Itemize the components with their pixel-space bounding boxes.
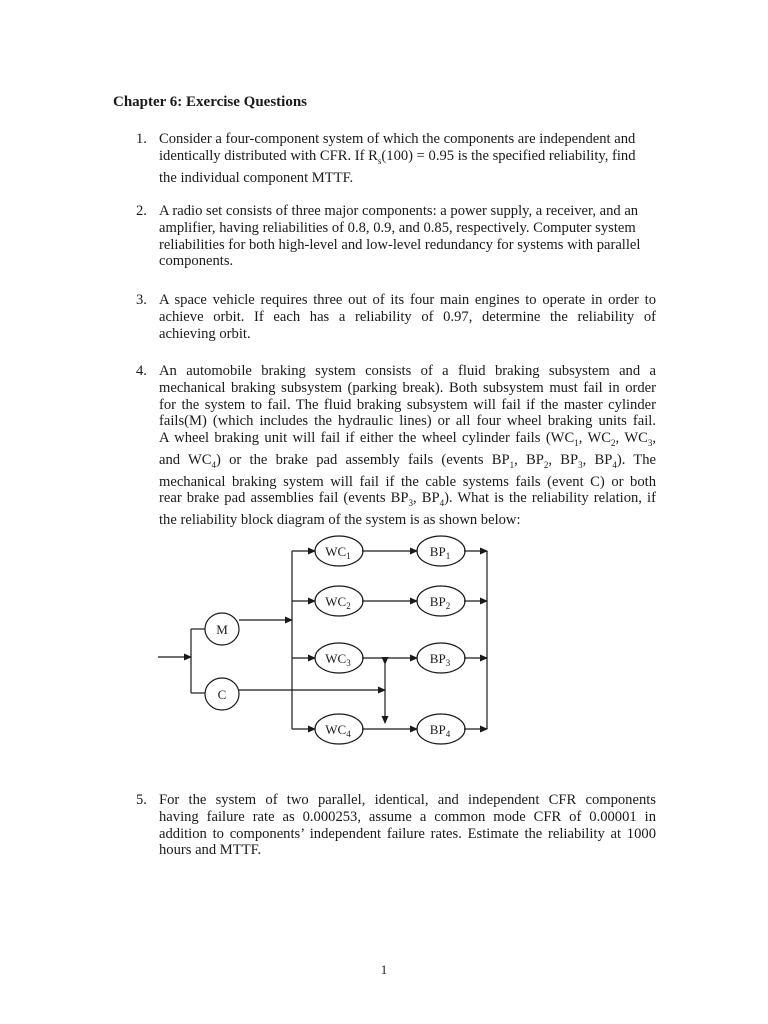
text-line: rear brake pad assemblies fail (events $BP_3$, $BP_4$). What is the reliability relation, if bbox=[159, 490, 656, 509]
text-line: A radio set consists of three major components: a power supply, a receiver, and an bbox=[159, 203, 639, 219]
node-wc1-label: $WC_1$ bbox=[325, 544, 351, 561]
page-number: 1 bbox=[380, 962, 388, 977]
text-line: A wheel braking unit will fail if either the wheel cylinder fails ($WC_1$, $WC_2$, $WC_3$, bbox=[159, 430, 657, 449]
text-line: having failure rate as 0.000253, assume a common mode CFR of 0.00001 in bbox=[159, 808, 656, 825]
node-wc4-label: $WC_4$ bbox=[325, 722, 351, 739]
text-line: identically distributed with CFR. If $R_s(100) = 0.95$ is the specified reliability, find bbox=[159, 147, 636, 166]
question-text bbox=[159, 203, 656, 270]
node-bp2-label: $BP_2$ bbox=[429, 594, 451, 611]
text-line: components. bbox=[159, 253, 234, 270]
question-text bbox=[159, 292, 656, 342]
question-4 bbox=[136, 363, 656, 529]
text-line: mechanical braking subsystem (parking break). Both subsystem must fail in order bbox=[159, 379, 656, 396]
text-line: For the system of two parallel, identical, and independent CFR components bbox=[159, 792, 656, 808]
question-text bbox=[159, 131, 656, 186]
question-number: 2. bbox=[136, 203, 147, 219]
text-line: and $WC_4$) or the brake pad assembly fails (events $BP_1$, $BP_2$, $BP_3$, $BP_4$). The bbox=[159, 451, 656, 470]
question-3 bbox=[136, 292, 656, 342]
question-text bbox=[159, 792, 656, 859]
text-line: reliabilities for both high-level and low-level redundancy for systems with parallel bbox=[159, 236, 641, 253]
text-line: achieve orbit. If each has a reliability of 0.97, determine the reliability of bbox=[159, 308, 656, 325]
node-bp3-label: $BP_3$ bbox=[429, 651, 451, 668]
node-bp4-label: $BP_4$ bbox=[429, 722, 451, 739]
question-number: 3. bbox=[136, 292, 147, 308]
text-line: mechanical braking system will fail if the cable systems fails (event C) or both bbox=[159, 473, 656, 490]
question-5 bbox=[136, 792, 656, 859]
node-wc3-label: $WC_3$ bbox=[325, 651, 351, 668]
question-number: 1. bbox=[136, 131, 147, 147]
node-c-label: C bbox=[217, 687, 227, 702]
diagram-labels bbox=[216, 544, 450, 739]
node-bp1-label: $BP_1$ bbox=[429, 544, 451, 561]
text-line: hours and MTTF. bbox=[159, 842, 262, 859]
page-title: Chapter 6: Exercise Questions bbox=[113, 94, 308, 110]
text-line: the individual component MTTF. bbox=[159, 169, 354, 186]
text-line: fails(M) (which includes the hydraulic lines) or all four wheel braking units fail. bbox=[159, 413, 656, 430]
text-line: the reliability block diagram of the system is as shown below: bbox=[159, 512, 521, 529]
node-wc2-label: $WC_2$ bbox=[325, 594, 351, 611]
question-number: 4. bbox=[136, 363, 147, 379]
question-text bbox=[159, 363, 656, 529]
question-number: 5. bbox=[136, 792, 147, 808]
text-line: A space vehicle requires three out of its four main engines to operate in order to bbox=[159, 292, 656, 308]
text-line: achieving orbit. bbox=[159, 325, 251, 342]
node-m-label: M bbox=[216, 622, 228, 637]
text-line: for the system to fail. The fluid braking subsystem will fail if the master cylinder bbox=[159, 396, 656, 413]
text-line: amplifier, having reliabilities of 0.8, 0.9, and 0.85, respectively. Computer system bbox=[159, 219, 636, 236]
question-2 bbox=[136, 203, 656, 270]
question-1 bbox=[136, 131, 656, 186]
text-line: An automobile braking system consists of a fluid braking subsystem and a bbox=[159, 363, 656, 379]
text-line: addition to components’ independent failure rates. Estimate the reliability at 1000 bbox=[159, 825, 656, 842]
text-line: Consider a four-component system of which the components are independent and bbox=[159, 131, 636, 147]
